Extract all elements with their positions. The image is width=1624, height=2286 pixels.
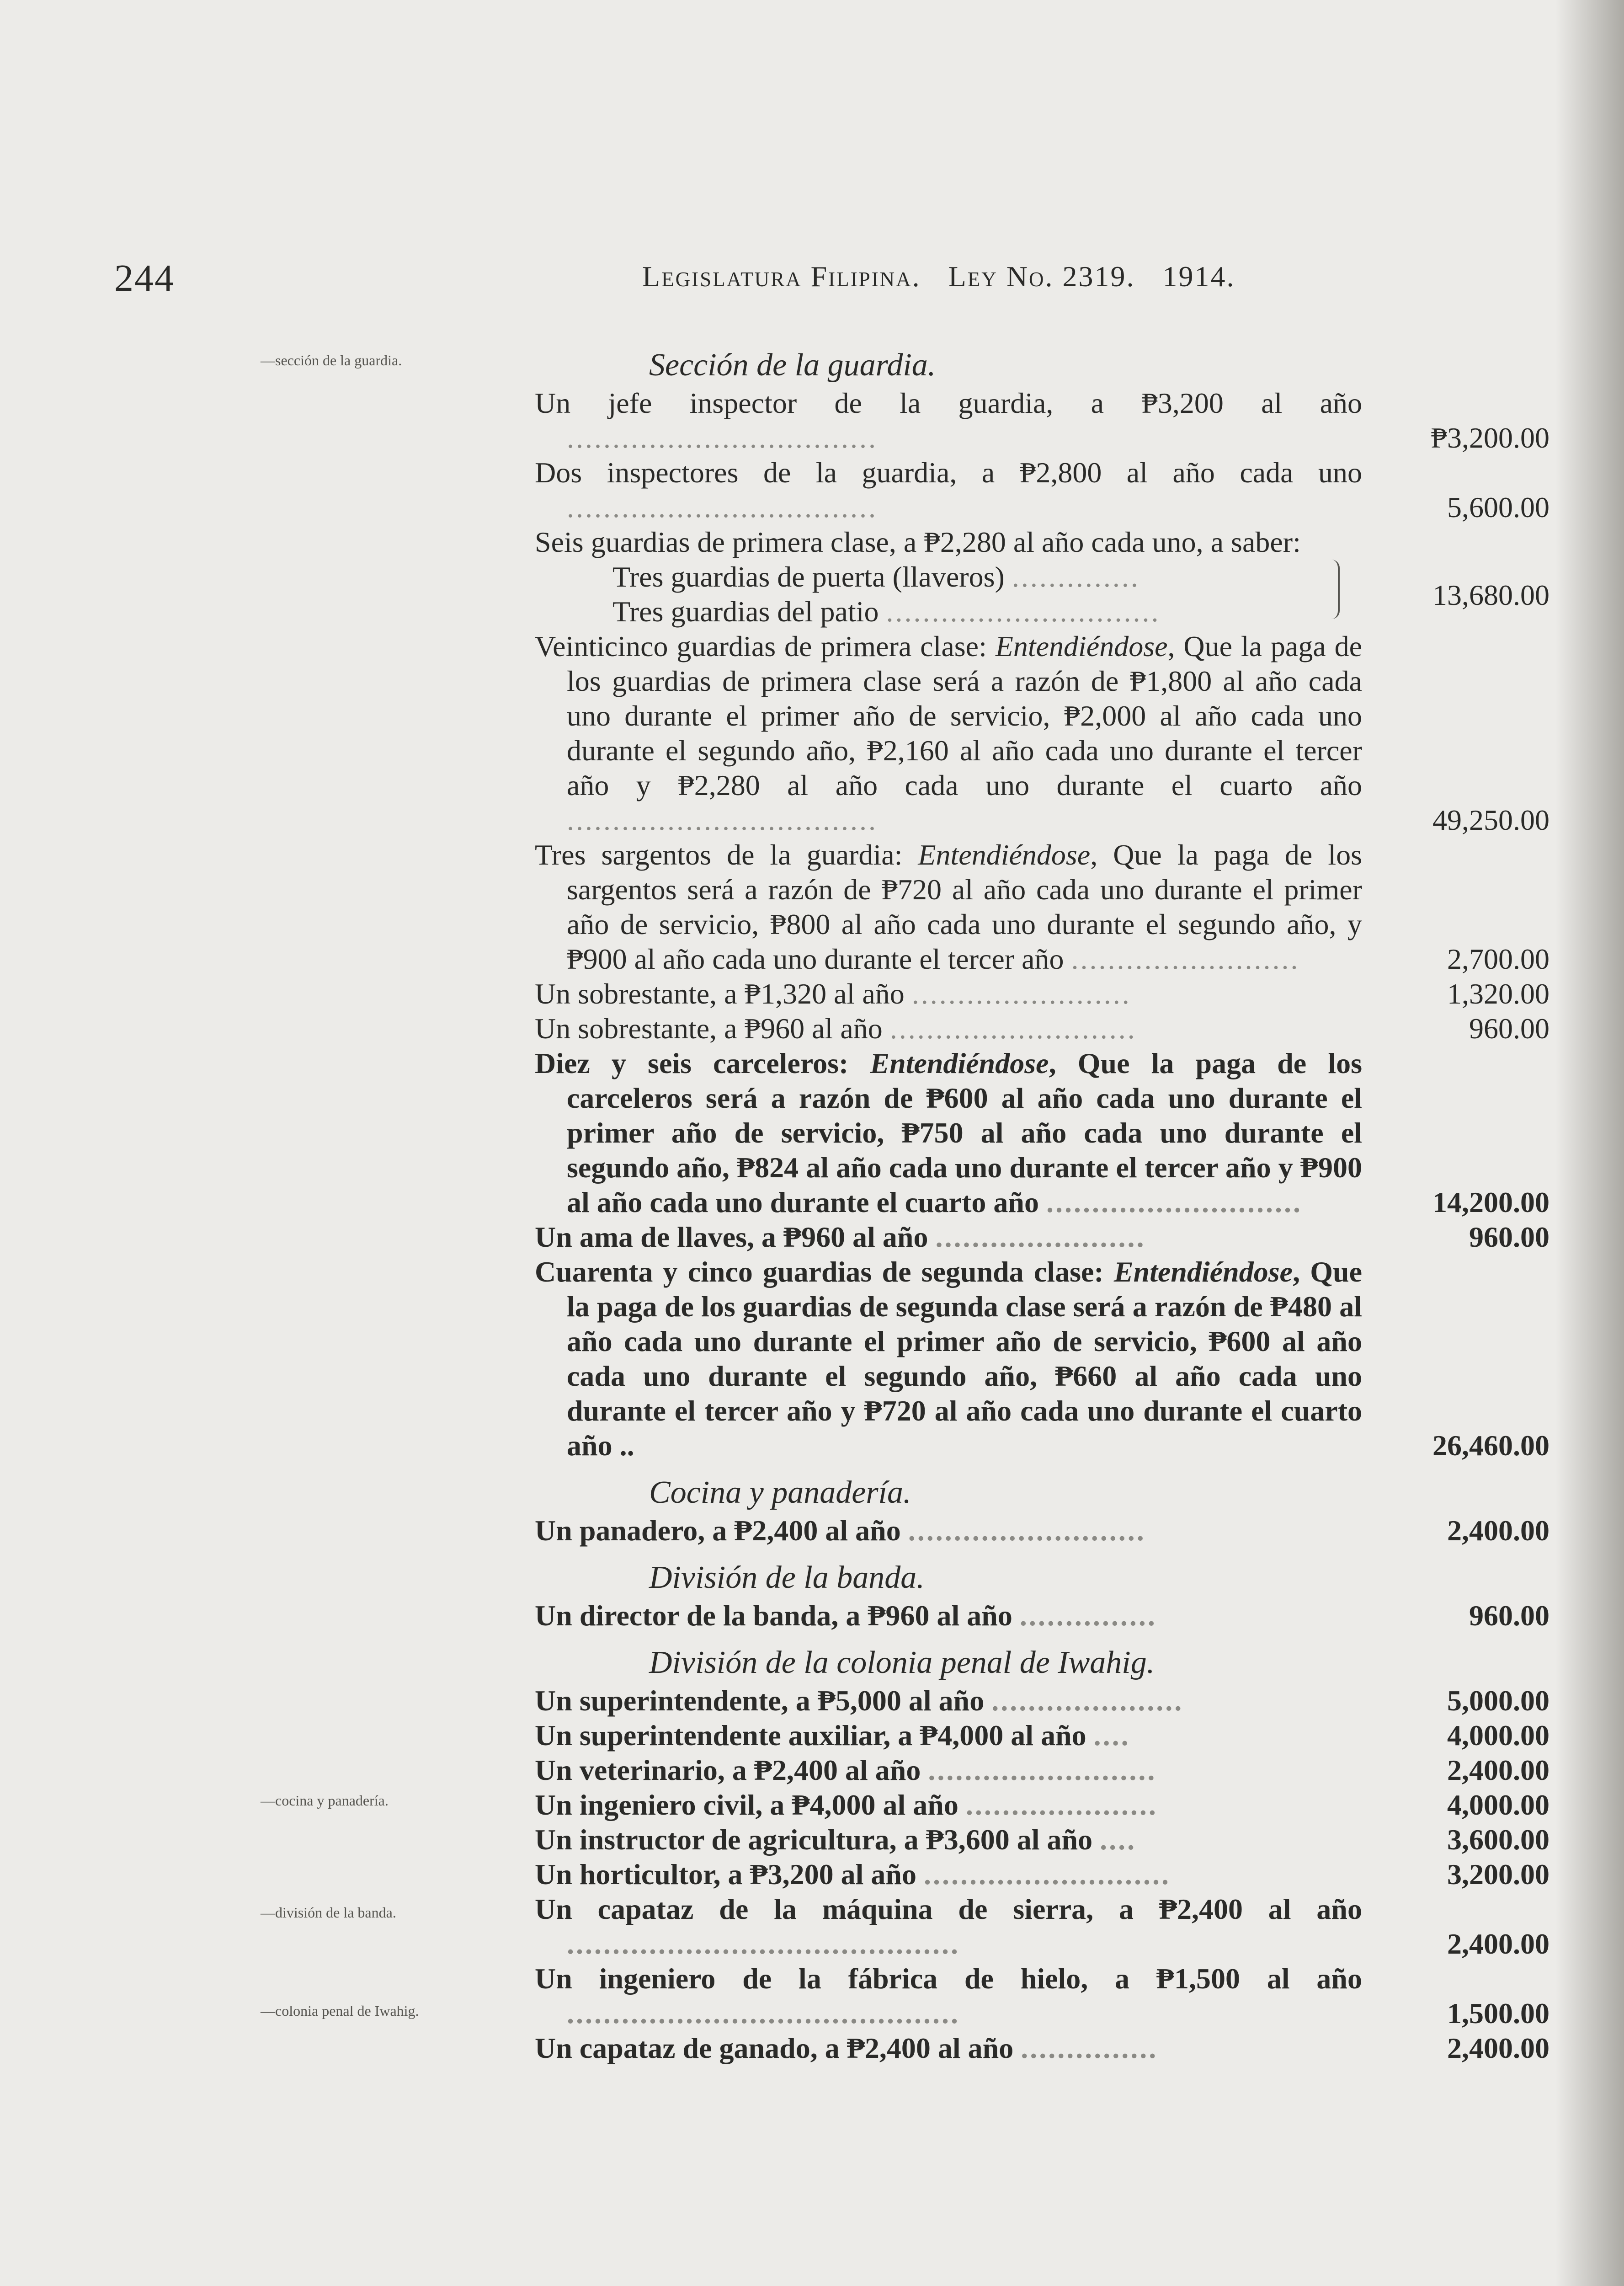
amount: 26,460.00: [1432, 1429, 1549, 1462]
list-item: Un jefe inspector de la guardia, a ₱3,200 al año .................................. ₱3,200.00: [535, 386, 1549, 455]
emphasis: Entendiéndose: [995, 630, 1168, 662]
emphasis: Entendiéndose: [1113, 1255, 1293, 1288]
emphasis: Entendiéndose: [918, 839, 1091, 871]
amount: 2,400.00: [1447, 2032, 1549, 2064]
list-item: Un ingeniero civil, a ₱4,000 al año ..................... 4,000.00: [535, 1788, 1549, 1822]
appropriation-list: [535, 347, 1549, 2066]
sub-item: Tres guardias del patio ..............................: [612, 595, 1161, 628]
section-title-cocina: Cocina y panadería.: [649, 1475, 911, 1510]
amount: 960.00: [1469, 1012, 1549, 1045]
amount: 5,000.00: [1447, 1684, 1549, 1717]
margin-note-iwahig: —colonia penal de Iwahig.: [261, 2003, 419, 2019]
sub-item: Tres guardias de puerta (llaveros) ..............: [612, 561, 1140, 593]
list-item: Un sobrestante, a ₱1,320 al año ........................ 1,320.00: [535, 977, 1549, 1011]
list-item: Diez y seis carceleros: Entendiéndose, Que la paga de los carceleros será a razón de ₱600 al año cada uno durante el primer año de servicio, ₱750 al año cada uno durante el segundo año, ₱824 al año cada uno durante el tercer año y ₱900 al año cada uno durante el cuarto año ............................ 14,200.00: [535, 1046, 1549, 1220]
page-header: [0, 256, 1624, 311]
running-head: [642, 260, 1235, 294]
running-head-law: Ley No. 2319.: [948, 260, 1135, 293]
list-item: Un horticultor, a ₱3,200 al año ........................... 3,200.00: [535, 1857, 1549, 1892]
amount: 2,400.00: [1447, 1928, 1549, 1960]
list-item: Un panadero, a ₱2,400 al año .......................... 2,400.00: [535, 1513, 1549, 1548]
page-edge-shadow: [1555, 0, 1624, 2286]
list-item: Un capataz de ganado, a ₱2,400 al año ............... 2,400.00: [535, 2031, 1549, 2066]
section-title-banda: División de la banda.: [649, 1560, 925, 1595]
list-item: Un superintendente, a ₱5,000 al año ..................... 5,000.00: [535, 1683, 1549, 1718]
list-item: Un ingeniero de la fábrica de hielo, a ₱1,500 al año ........................................... 1,500.00: [535, 1961, 1549, 2031]
list-item: Un director de la banda, a ₱960 al año ............... 960.00: [535, 1598, 1549, 1633]
amount: 13,680.00: [1432, 579, 1549, 611]
amount: 2,400.00: [1447, 1514, 1549, 1547]
running-head-year: 1914.: [1162, 260, 1235, 293]
amount: 4,000.00: [1447, 1719, 1549, 1752]
amount: 2,400.00: [1447, 1754, 1549, 1786]
amount: 4,000.00: [1447, 1789, 1549, 1821]
amount: 49,250.00: [1432, 804, 1549, 836]
brace: [1328, 560, 1340, 619]
list-item: Un sobrestante, a ₱960 al año ........................... 960.00: [535, 1011, 1549, 1046]
list-item-group: [535, 560, 1549, 629]
section-title-guardia: Sección de la guardia.: [649, 347, 936, 383]
list-item: Seis guardias de primera clase, a ₱2,280 al año cada uno, a saber:: [535, 526, 1301, 558]
list-item: Un instructor de agricultura, a ₱3,600 al año .... 3,600.00: [535, 1822, 1549, 1857]
amount: ₱3,200.00: [1431, 422, 1549, 454]
list-item: Un veterinario, a ₱2,400 al año ......................... 2,400.00: [535, 1753, 1549, 1788]
amount: 3,200.00: [1447, 1858, 1549, 1891]
amount: 14,200.00: [1432, 1186, 1549, 1218]
section-title-iwahig: División de la colonia penal de Iwahig.: [649, 1645, 1155, 1680]
margin-note-guardia: —sección de la guardia.: [261, 352, 402, 369]
list-item: Un ama de llaves, a ₱960 al año ....................... 960.00: [535, 1220, 1549, 1255]
margin-note-banda: —división de la banda.: [261, 1904, 396, 1921]
amount: 1,320.00: [1447, 977, 1549, 1010]
amount: 1,500.00: [1447, 1997, 1549, 2030]
amount: 2,700.00: [1447, 943, 1549, 975]
list-item: Un capataz de la máquina de sierra, a ₱2,400 al año ........................................... 2,400.00: [535, 1892, 1549, 1961]
page-number: 244: [114, 257, 175, 299]
list-item: Cuarenta y cinco guardias de segunda clase: Entendiéndose, Que la paga de los guardias de segunda clase será a razón de ₱480 al año cada uno durante el primer año de servicio, ₱600 al año cada uno durante el segundo año, ₱660 al año cada uno durante el tercer año y ₱720 al año cada uno durante el cuarto año .. 26,460.00: [535, 1255, 1549, 1463]
amount: 3,600.00: [1447, 1823, 1549, 1856]
list-item: Dos inspectores de la guardia, a ₱2,800 al año cada uno .................................. 5,600.00: [535, 455, 1549, 525]
running-head-title: Legislatura Filipina.: [642, 260, 921, 293]
amount: 960.00: [1469, 1599, 1549, 1632]
list-item: Veinticinco guardias de primera clase: Entendiéndose, Que la paga de los guardias de primera clase será a razón de ₱1,800 al año cada uno durante el primer año de servicio, ₱2,000 al año cada uno durante el segundo año, ₱2,160 al año cada uno durante el tercer año y ₱2,280 al año cada uno durante el cuarto año .................................. 49,250.00: [535, 629, 1549, 838]
emphasis: Entendiéndose: [870, 1047, 1049, 1079]
amount: 5,600.00: [1447, 491, 1549, 523]
list-item: Un superintendente auxiliar, a ₱4,000 al año .... 4,000.00: [535, 1718, 1549, 1753]
list-item: Tres sargentos de la guardia: Entendiéndose, Que la paga de los sargentos será a razón de ₱720 al año cada uno durante el primer año de servicio, ₱800 al año cada uno durante el segundo año, y ₱900 al año cada uno durante el tercer año ......................... 2,700.00: [535, 838, 1549, 977]
margin-note-cocina: —cocina y panadería.: [261, 1792, 389, 1809]
amount: 960.00: [1469, 1221, 1549, 1253]
